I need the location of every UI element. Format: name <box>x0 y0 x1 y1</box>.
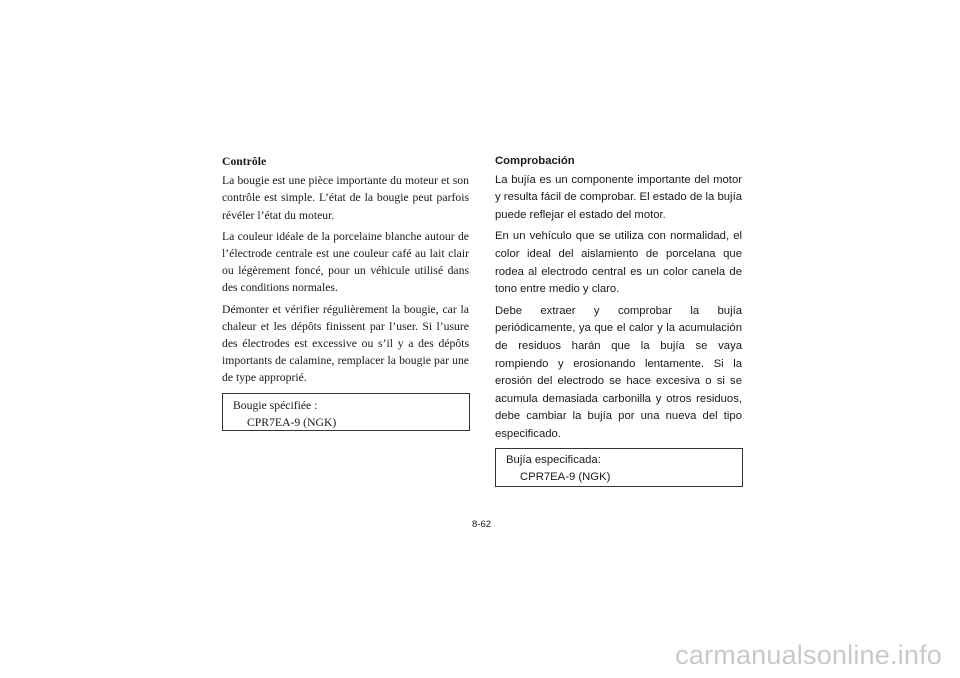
french-paragraph-2: La couleur idéale de la porcelaine blanche autour de l’électrode centrale est une couleur café au lait clair ou légèrement foncé, pour un véhicule utilisé dans des conditions normales. <box>222 229 469 295</box>
french-paragraph-3: Démonter et vérifier régulièrement la bougie, car la chaleur et les dépôts finissent par l’user. Si l’usure des électrodes est excessive ou s’il y a des dépôts importants de calamine, remplacer la bougie par une de type approprié. <box>222 302 469 385</box>
spanish-paragraph-3: Debe extraer y comprobar la bujía periódicamente, ya que el calor y la acumulación de residuos harán que la bujía se vaya rompiendo y erosionando lentamente. Si la erosión del electrodo se hace excesiva o si se acumula demasiada carbonilla y otros residuos, debe cambiar la bujía por una nueva del tipo especificado. <box>495 304 742 440</box>
spanish-column <box>495 153 742 487</box>
french-heading: Contrôle <box>222 155 267 168</box>
spanish-spec-box <box>495 448 743 487</box>
spanish-spec-value: CPR7EA-9 (NGK) <box>520 471 611 484</box>
spanish-paragraph-2: En un vehículo que se utiliza con normalidad, el color ideal del aislamiento de porcelana que rodea al electrodo central es un color canela de tono entre medio y claro. <box>495 230 742 296</box>
french-column <box>222 153 469 431</box>
french-spec-box <box>222 393 470 431</box>
spanish-heading: Comprobación <box>495 155 575 167</box>
spanish-spec-label: Bujía especificada: <box>506 453 601 466</box>
french-paragraph-1: La bougie est une pièce importante du moteur et son contrôle est simple. L’état de la bougie peut parfois révéler l’état du moteur. <box>222 174 469 222</box>
french-spec-label: Bougie spécifiée : <box>233 398 318 412</box>
french-spec-value: CPR7EA-9 (NGK) <box>247 415 337 429</box>
page-number: 8-62 <box>472 519 492 530</box>
spanish-paragraph-1: La bujía es un componente importante del motor y resulta fácil de comprobar. El estado de la bujía puede reflejar el estado del motor. <box>495 173 742 221</box>
watermark: carmanualsonline.info <box>675 640 942 670</box>
